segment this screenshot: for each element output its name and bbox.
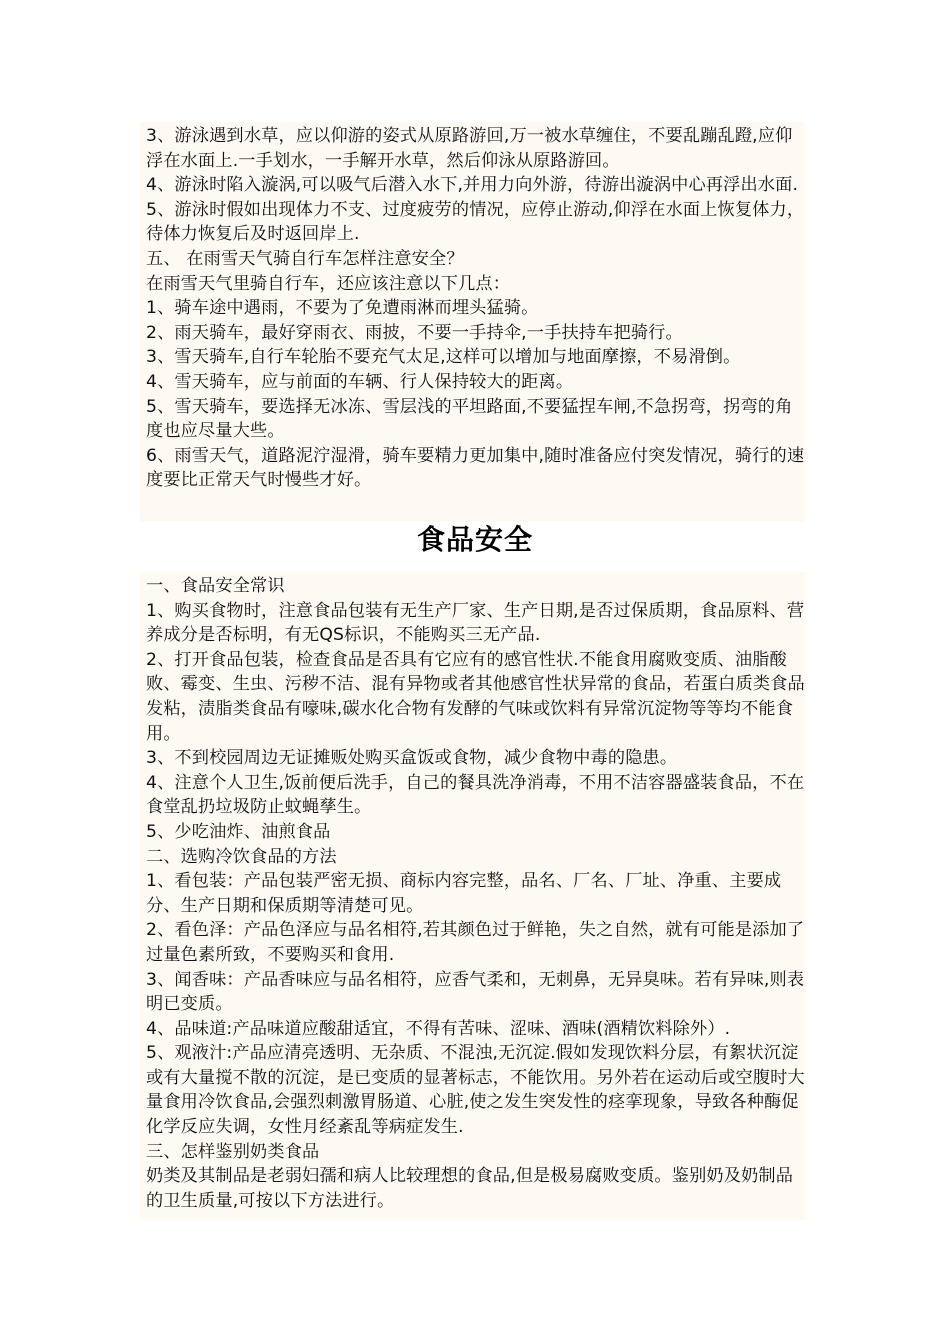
paragraph: 3、雪天骑车,自行车轮胎不要充气太足,这样可以增加与地面摩擦，不易滑倒。 bbox=[146, 347, 741, 368]
paragraph: 1、骑车途中遇雨，不要为了免遭雨淋而埋头猛骑。 bbox=[146, 298, 539, 319]
paragraph: 4、注意个人卫生,饭前便后洗手，自己的餐具洗净消毒，不用不洁容器盛装食品，不在食堂乱扔垃圾防止蚊蝇孳生。 bbox=[146, 772, 805, 818]
paragraph: 1、看包装：产品包装严密无损、商标内容完整，品名、厂名、厂址、净重、主要成分、生产日期和保质期等清楚可见。 bbox=[146, 871, 782, 916]
paragraph: 5、少吃油炸、油煎食品 bbox=[146, 821, 331, 842]
paragraph: 4、雪天骑车，应与前面的车辆、行人保持较大的距离。 bbox=[146, 371, 574, 392]
paragraph: 奶类及其制品是老弱妇孺和病人比较理想的食品,但是极易腐败变质。鉴别奶及奶制品的卫生质量,可按以下方法进行。 bbox=[146, 1166, 794, 1211]
paragraph: 在雨雪天气里骑自行车，还应该注意以下几点： bbox=[146, 273, 511, 294]
paragraph: 4、游泳时陷入漩涡,可以吸气后潜入水下,并用力向外游，待游出漩涡中心再浮出水面. bbox=[146, 175, 799, 196]
paragraph: 5、观液汁:产品应清亮透明、无杂质、不混浊,无沉淀.假如发现饮料分层，有絮状沉淀或有大量搅不散的沉淀，是已变质的显著标志，不能饮用。另外若在运动后或空腹时大量食用冷饮食品,会强烈刺激胃肠道、心脏,使之发生突发性的痉挛现象，导致各种酶促化学反应失调，女性月经紊乱等病症发生. bbox=[146, 1043, 805, 1138]
paragraph: 3、不到校园周边无证摊贩处购买盒饭或食物，减少食物中毒的隐患。 bbox=[146, 748, 678, 769]
page-title: 食品安全 bbox=[416, 523, 533, 556]
paragraph: 1、购买食物时，注意食品包装有无生产厂家、生产日期,是否过保质期，食品原料、营养成分是否标明，有无QS标识，不能购买三无产品. bbox=[146, 600, 805, 646]
food-safety-section bbox=[140, 572, 805, 1220]
section-heading: 三、怎样鉴别奶类食品 bbox=[146, 1141, 320, 1162]
paragraph: 2、雨天骑车，最好穿雨衣、雨披，不要一手持伞,一手扶持车把骑行。 bbox=[146, 322, 683, 343]
paragraph: 2、打开食品包装，检查食品是否具有它应有的感官性状.不能食用腐败变质、油脂酸败、霉变、生虫、污秽不洁、混有异物或者其他感官性状异常的食品，若蛋白质类食品发粘，渍脂类食品有嚎味,碳水化合物有发酵的气味或饮料有异常沉淀物等等均不能食用。 bbox=[146, 649, 805, 744]
section-heading: 一、食品安全常识 bbox=[146, 576, 285, 596]
paragraph: 4、品味道:产品味道应酸甜适宜，不得有苦味、涩味、酒味(酒精饮料除外）. bbox=[146, 1018, 731, 1039]
section-heading: 二、选购冷饮食品的方法 bbox=[146, 846, 337, 867]
section-heading: 五、 在雨雪天气骑自行车怎样注意安全？ bbox=[146, 248, 464, 269]
paragraph: 3、闻香味：产品香味应与品名相符，应香气柔和，无刺鼻，无异臭味。若有异味,则表明已变质。 bbox=[146, 969, 805, 1015]
swimming-cycling-section bbox=[140, 122, 805, 522]
paragraph: 6、雨雪天气，道路泥泞湿滑，骑车要精力更加集中,随时准备应付突发情况，骑行的速度要比正常天气时慢些才好。 bbox=[146, 445, 805, 491]
paragraph: 5、雪天骑车，要选择无冰冻、雪层浅的平坦路面,不要猛捏车闸,不急拐弯，拐弯的角度也应尽量大些。 bbox=[146, 396, 793, 442]
paragraph: 2、看色泽：产品色泽应与品名相符,若其颜色过于鲜艳，失之自然，就有可能是添加了过量色素所致，不要购买和食用. bbox=[146, 920, 805, 965]
paragraph: 3、游泳遇到水草，应以仰游的姿式从原路游回,万一被水草缠住，不要乱蹦乱蹬,应仰浮在水面上.一手划水，一手解开水草，然后仰泳从原路游回。 bbox=[146, 126, 793, 171]
paragraph: 5、游泳时假如出现体力不支、过度疲劳的情况，应停止游动,仰浮在水面上恢复体力，待体力恢复后及时返回岸上. bbox=[146, 199, 805, 245]
